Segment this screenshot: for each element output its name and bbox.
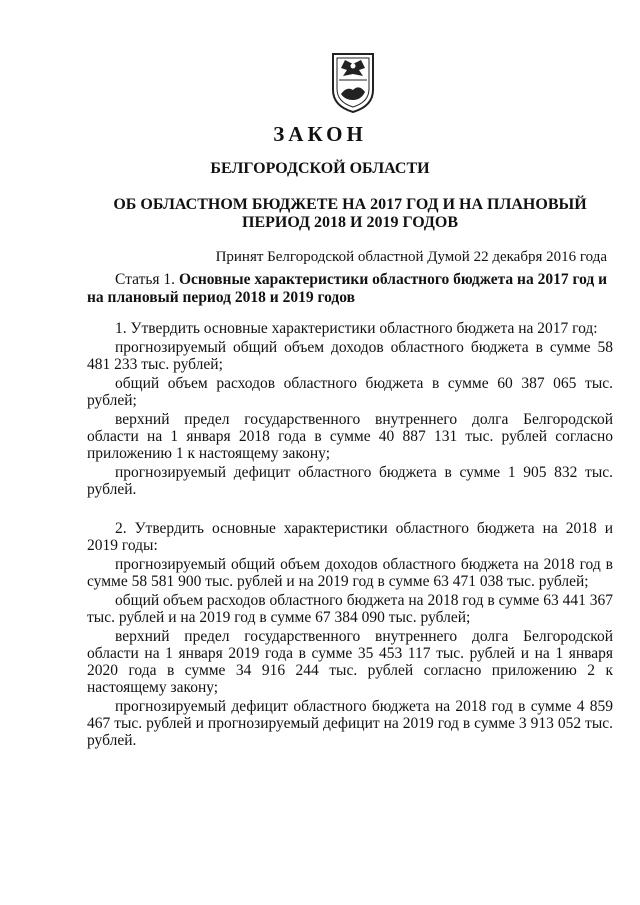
section-1-item-revenue: прогнозируемый общий объем доходов областного бюджета в сумме 58 481 233 тыс. рублей;	[87, 339, 613, 373]
section-1-item-debt: верхний предел государственного внутреннего долга Белгородской области на 1 января 2018 года в сумме 40 887 131 тыс. рублей согласно приложению 1 к настоящему закону;	[87, 411, 613, 462]
article-heading	[87, 271, 613, 307]
section-2-item-deficit: прогнозируемый дефицит областного бюджета на 2018 год в сумме 4 859 467 тыс. рублей и прогнозируемый дефицит на 2019 год в сумме 3 913 052 тыс. рублей.	[87, 698, 613, 749]
section-2-item-revenue: прогнозируемый общий объем доходов областного бюджета на 2018 год в сумме 58 581 900 тыс. рублей и на 2019 год в сумме 63 471 038 тыс. рублей;	[87, 556, 613, 590]
law-heading: ОБ ОБЛАСТНОМ БЮДЖЕТЕ НА 2017 ГОД И НА ПЛАНОВЫЙ ПЕРИОД 2018 И 2019 ГОДОВ	[113, 196, 587, 231]
section-1-lead: 1. Утвердить основные характеристики областного бюджета на 2017 год:	[115, 320, 598, 337]
region-title: БЕЛГОРОДСКОЙ ОБЛАСТИ	[210, 160, 430, 177]
section-2-item-debt: верхний предел государственного внутреннего долга Белгородской области на 1 января 2019 года в сумме 35 453 117 тыс. рублей и на 1 января 2020 года в сумме 34 916 244 тыс. рублей согласно приложению 2 к настоящему закону;	[87, 628, 613, 696]
section-1-item-expenses: общий объем расходов областного бюджета в сумме 60 387 065 тыс. рублей;	[87, 375, 613, 409]
law-title: ЗАКОН	[273, 122, 367, 146]
adoption-note: Принят Белгородской областной Думой 22 декабря 2016 года	[215, 249, 607, 265]
section-2-item-expenses: общий объем расходов областного бюджета на 2018 год в сумме 63 441 367 тыс. рублей и на 2019 год в сумме 67 384 090 тыс. рублей;	[87, 592, 613, 626]
section-1	[87, 320, 613, 498]
article-title: Основные характеристики областного бюджета на 2017 год и на плановый период 2018 и 2019 годов	[87, 271, 608, 306]
section-1-item-deficit: прогнозируемый дефицит областного бюджета в сумме 1 905 832 тыс. рублей.	[87, 464, 613, 498]
coat-of-arms-emblem	[329, 50, 377, 114]
section-2-lead: 2. Утвердить основные характеристики областного бюджета на 2018 и 2019 годы:	[87, 520, 613, 554]
article-prefix: Статья 1.	[115, 271, 179, 288]
section-2	[87, 520, 613, 749]
